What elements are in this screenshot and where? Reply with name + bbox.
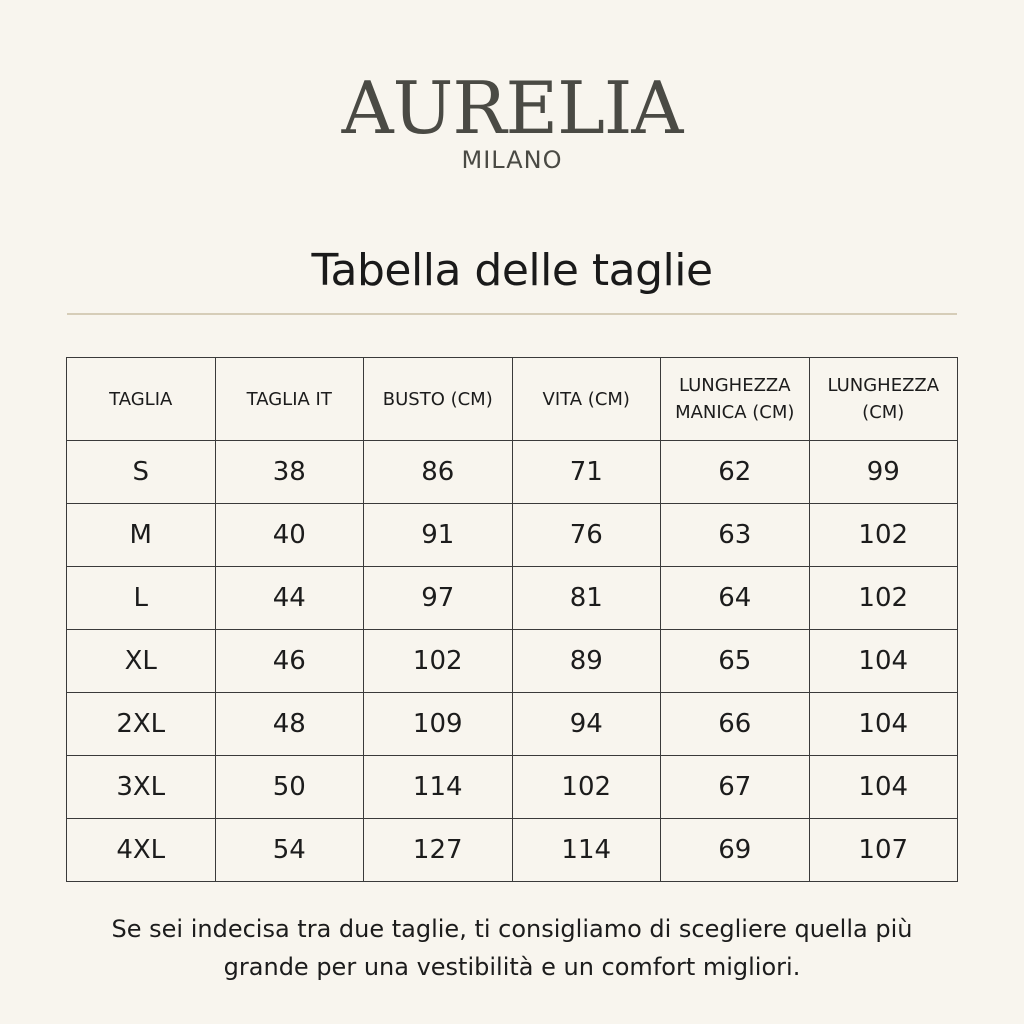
table-cell: 102 <box>364 630 513 693</box>
brand-logo <box>0 66 1024 174</box>
table-cell: 86 <box>364 441 513 504</box>
table-cell: 65 <box>661 630 810 693</box>
table-cell: 4XL <box>67 819 216 882</box>
table-header <box>67 358 958 441</box>
table-cell: 104 <box>809 630 958 693</box>
table-cell: 114 <box>364 756 513 819</box>
table-cell: 54 <box>215 819 364 882</box>
table-row <box>67 693 958 756</box>
table-cell: L <box>67 567 216 630</box>
table-cell: 44 <box>215 567 364 630</box>
table-cell: 66 <box>661 693 810 756</box>
table-cell: M <box>67 504 216 567</box>
table-row <box>67 441 958 504</box>
brand-subtitle: MILANO <box>461 146 563 174</box>
table-cell: 69 <box>661 819 810 882</box>
table-cell: 91 <box>364 504 513 567</box>
table-cell: 104 <box>809 693 958 756</box>
brand-name: AURELIA <box>341 66 683 150</box>
table-cell: 104 <box>809 756 958 819</box>
table-cell: 109 <box>364 693 513 756</box>
page-title: Tabella delle taglie <box>311 245 713 296</box>
table-cell: 3XL <box>67 756 216 819</box>
table-cell: 46 <box>215 630 364 693</box>
table-cell: 102 <box>809 504 958 567</box>
table-cell: 40 <box>215 504 364 567</box>
table-cell: 2XL <box>67 693 216 756</box>
header-busto: BUSTO (CM) <box>364 358 513 441</box>
table-header-row <box>67 358 958 441</box>
header-lunghezza-manica: LUNGHEZZA MANICA (CM) <box>661 358 810 441</box>
table-cell: 127 <box>364 819 513 882</box>
table-row <box>67 756 958 819</box>
table-cell: 107 <box>809 819 958 882</box>
table-cell: 97 <box>364 567 513 630</box>
table-cell: 102 <box>512 756 661 819</box>
table-cell: 38 <box>215 441 364 504</box>
size-chart-table <box>66 357 958 882</box>
footer-note: Se sei indecisa tra due taglie, ti consigliamo di scegliere quella più grande per una vestibilità e un comfort migliori. <box>111 915 913 981</box>
table-cell: 48 <box>215 693 364 756</box>
table-cell: 63 <box>661 504 810 567</box>
table-row <box>67 567 958 630</box>
header-lunghezza: LUNGHEZZA (CM) <box>809 358 958 441</box>
table-cell: 99 <box>809 441 958 504</box>
header-taglia: TAGLIA <box>67 358 216 441</box>
table-cell: 62 <box>661 441 810 504</box>
table-cell: S <box>67 441 216 504</box>
table-cell: 64 <box>661 567 810 630</box>
table-cell: 81 <box>512 567 661 630</box>
table-cell: 76 <box>512 504 661 567</box>
table-cell: 50 <box>215 756 364 819</box>
table-cell: 71 <box>512 441 661 504</box>
header-taglia-it: TAGLIA IT <box>215 358 364 441</box>
table-row <box>67 504 958 567</box>
table-cell: 94 <box>512 693 661 756</box>
table-cell: 102 <box>809 567 958 630</box>
title-divider <box>67 313 957 315</box>
table-cell: XL <box>67 630 216 693</box>
table-cell: 67 <box>661 756 810 819</box>
table-row <box>67 630 958 693</box>
table-row <box>67 819 958 882</box>
header-vita: VITA (CM) <box>512 358 661 441</box>
table-body <box>67 441 958 882</box>
table-cell: 89 <box>512 630 661 693</box>
table-cell: 114 <box>512 819 661 882</box>
